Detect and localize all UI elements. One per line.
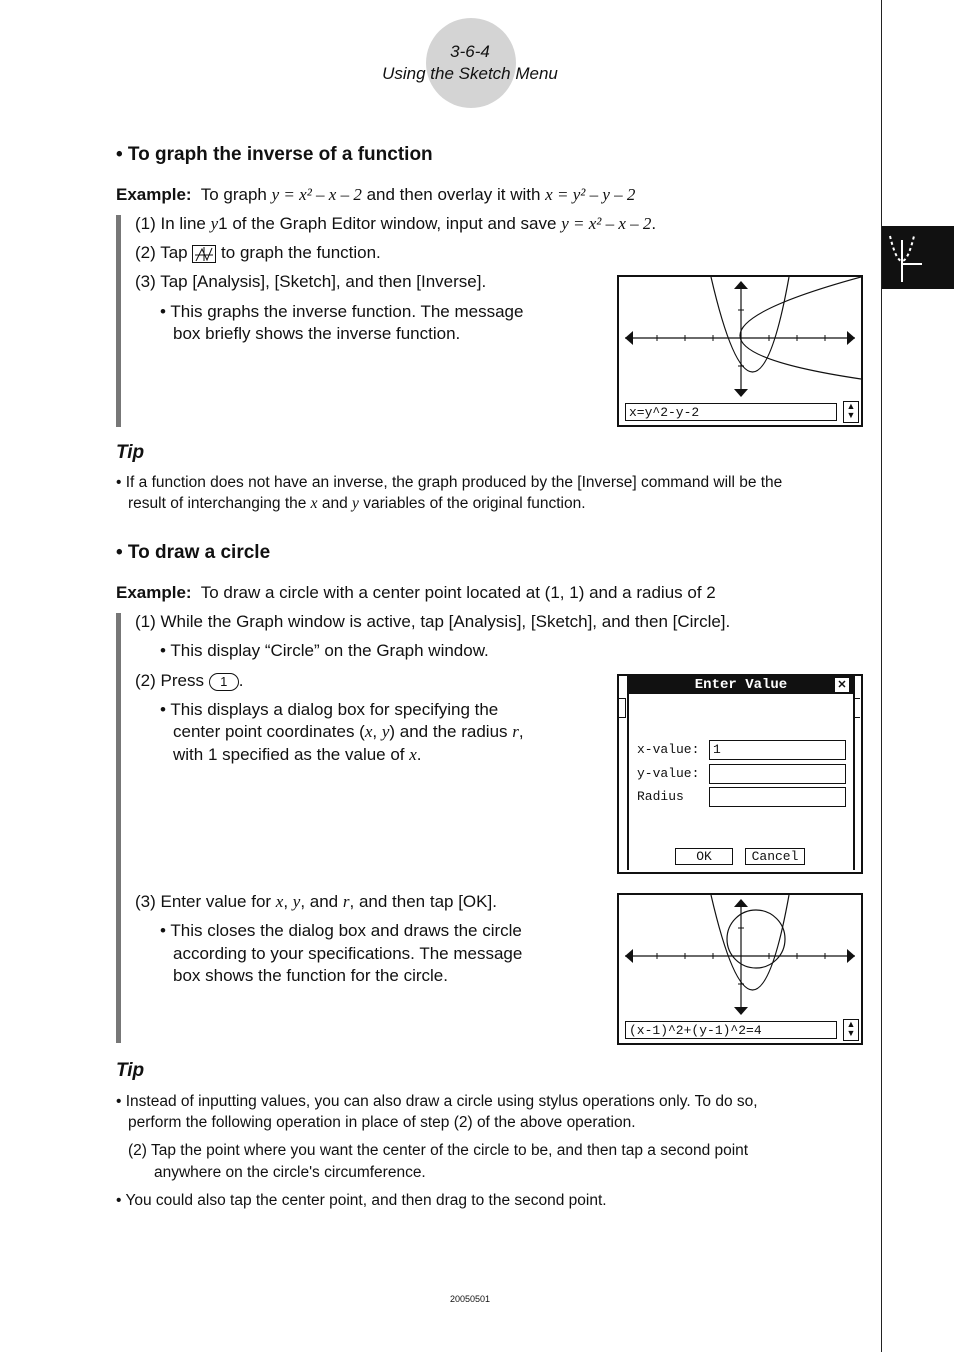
step-text: , (283, 892, 293, 911)
message-box: x=y^2-y-2 (625, 403, 837, 421)
dialog (627, 676, 855, 870)
tip2-bullet2: • You could also tap the center point, and then drag to the second point. (116, 1192, 607, 1209)
step-3-bullet-line2: box briefly shows the inverse function. (173, 324, 461, 343)
variable: y (352, 495, 359, 512)
parabola-curve (711, 895, 789, 990)
inverse-curve (740, 277, 861, 379)
y-value-input[interactable] (709, 764, 846, 784)
circle-step-3 (135, 891, 497, 913)
step-text: (2) Press (135, 671, 209, 690)
step-text: center point coordinates ( (173, 722, 365, 741)
example-text: To draw a circle with a center point located at (1, 1) and a radius of 2 (200, 583, 716, 602)
variable: y (210, 214, 219, 233)
tip-text: result of interchanging the (128, 495, 311, 512)
arrow-up-icon (734, 281, 748, 289)
enter-value-screen (617, 674, 863, 874)
header-badge (426, 18, 516, 108)
dialog-title-text: Enter Value (694, 677, 788, 693)
tip2-step2-l1: (2) Tap the point where you want the center of the circle to be, and then tap a second point (128, 1142, 749, 1159)
tip2-step2-l2: anywhere on the circle's circumference. (154, 1164, 426, 1181)
circle-step-1: (1) While the Graph window is active, tap [Analysis], [Sketch], and then [Circle]. (135, 612, 731, 631)
step-bar (116, 215, 121, 427)
arrow-down-icon (734, 1007, 748, 1015)
scroll-arrows[interactable]: ▲ ▼ (843, 1019, 859, 1041)
equation: y = x² – x – 2 (271, 185, 362, 204)
section-number: 3-6-4 (450, 42, 490, 61)
tip-label: Tip (116, 1060, 145, 1081)
equation: y = x² – x – 2 (561, 214, 652, 233)
step-2 (135, 242, 381, 264)
step-text: to graph the function. (216, 243, 381, 262)
dialog-title (629, 676, 853, 694)
arrow-left-icon (625, 949, 633, 963)
tip1-line2 (128, 493, 586, 514)
step-text: ) and the radius (389, 722, 513, 741)
tip-text: and (317, 495, 353, 512)
x-value-input[interactable]: 1 (709, 740, 846, 760)
circle-step-2 (135, 670, 243, 692)
tip1-line1: • If a function does not have an inverse, the graph produced by the [Inverse] command will be the (116, 474, 783, 491)
graph-button-icon (192, 245, 216, 263)
step-text: , and then tap [OK]. (349, 892, 497, 911)
step-text: . (416, 745, 422, 764)
y-value-label: y-value: (637, 766, 700, 781)
close-icon[interactable]: ✕ (835, 678, 849, 692)
circle-step-1-bullet: • This display “Circle” on the Graph window. (160, 641, 489, 660)
step-text: , (372, 722, 382, 741)
example-text: To graph (200, 185, 272, 204)
section-title: Using the Sketch Menu (382, 64, 558, 83)
example-text: and then overlay it with (361, 185, 546, 204)
step-text: with 1 specified as the value of (173, 745, 410, 764)
heading-circle: • To draw a circle (116, 542, 271, 563)
circle-step-3-bullet-l2: according to your specifications. The message (173, 944, 523, 963)
step-text: (3) Enter value for (135, 892, 276, 911)
radius-label: Radius (637, 789, 684, 804)
step-1 (135, 213, 656, 235)
heading-inverse: • To graph the inverse of a function (116, 144, 433, 165)
scroll-arrows[interactable]: ▲ ▼ (843, 401, 859, 423)
step-text: (2) Tap (135, 243, 193, 262)
example-inverse (116, 184, 635, 206)
arrow-left-icon (625, 331, 633, 345)
x-value-label: x-value: (637, 742, 700, 757)
key-1-icon: 1 (209, 673, 239, 691)
graph-screen-circle (617, 893, 863, 1045)
footer-code: 20050501 (449, 1294, 491, 1304)
step-text: . (651, 214, 657, 233)
step-text: (1) In line (135, 214, 211, 233)
graph-sketch-icon (882, 226, 954, 289)
step-3: (3) Tap [Analysis], [Sketch], and then [Inverse]. (135, 272, 487, 291)
background-edge (619, 698, 626, 718)
circle-curve (727, 910, 785, 968)
tip-text: variables of the original function. (358, 495, 586, 512)
variable: x (364, 722, 373, 741)
circle-step-2-bullet-l3 (173, 744, 422, 766)
arrow-up-icon (734, 899, 748, 907)
variable: y (292, 892, 301, 911)
graph-screen-inverse (617, 275, 863, 427)
variable: x (409, 745, 417, 764)
step-3-bullet-line1: • This graphs the inverse function. The message (160, 302, 524, 321)
circle-step-2-bullet-l2 (173, 721, 524, 743)
circle-step-3-bullet-l1: • This closes the dialog box and draws the circle (160, 921, 522, 940)
arrow-right-icon (847, 331, 855, 345)
variable: x (310, 495, 318, 512)
tip2-bullet1-l1: • Instead of inputting values, you can also draw a circle using stylus operations only. To do so, (116, 1093, 758, 1110)
message-box: (x-1)^2+(y-1)^2=4 (625, 1021, 837, 1039)
variable: x (275, 892, 284, 911)
step-bar (116, 613, 121, 1043)
variable: y (381, 722, 390, 741)
radius-input[interactable] (709, 787, 846, 807)
tip-label: Tip (116, 442, 145, 463)
cancel-button[interactable]: Cancel (745, 848, 805, 865)
parabola-curve (711, 277, 789, 372)
equation: x = y² – y – 2 (545, 185, 636, 204)
tip2-bullet1-l2: perform the following operation in place of step (2) of the above operation. (128, 1114, 636, 1131)
example-label: Example: (116, 583, 192, 602)
right-margin-rule (881, 0, 882, 1352)
step-text: 1 of the Graph Editor window, input and save (218, 214, 562, 233)
variable: r (512, 722, 519, 741)
circle-step-3-bullet-l3: box shows the function for the circle. (173, 966, 448, 985)
example-label: Example: (116, 185, 192, 204)
circle-step-2-bullet-l1: • This displays a dialog box for specifying the (160, 700, 499, 719)
variable: r (342, 892, 350, 911)
step-text: , and (300, 892, 343, 911)
example-circle (116, 582, 716, 604)
chapter-tab (882, 226, 954, 289)
ok-button[interactable]: OK (675, 848, 733, 865)
arrow-down-icon (734, 389, 748, 397)
step-text: . (238, 671, 244, 690)
step-text: , (518, 722, 524, 741)
arrow-right-icon (847, 949, 855, 963)
